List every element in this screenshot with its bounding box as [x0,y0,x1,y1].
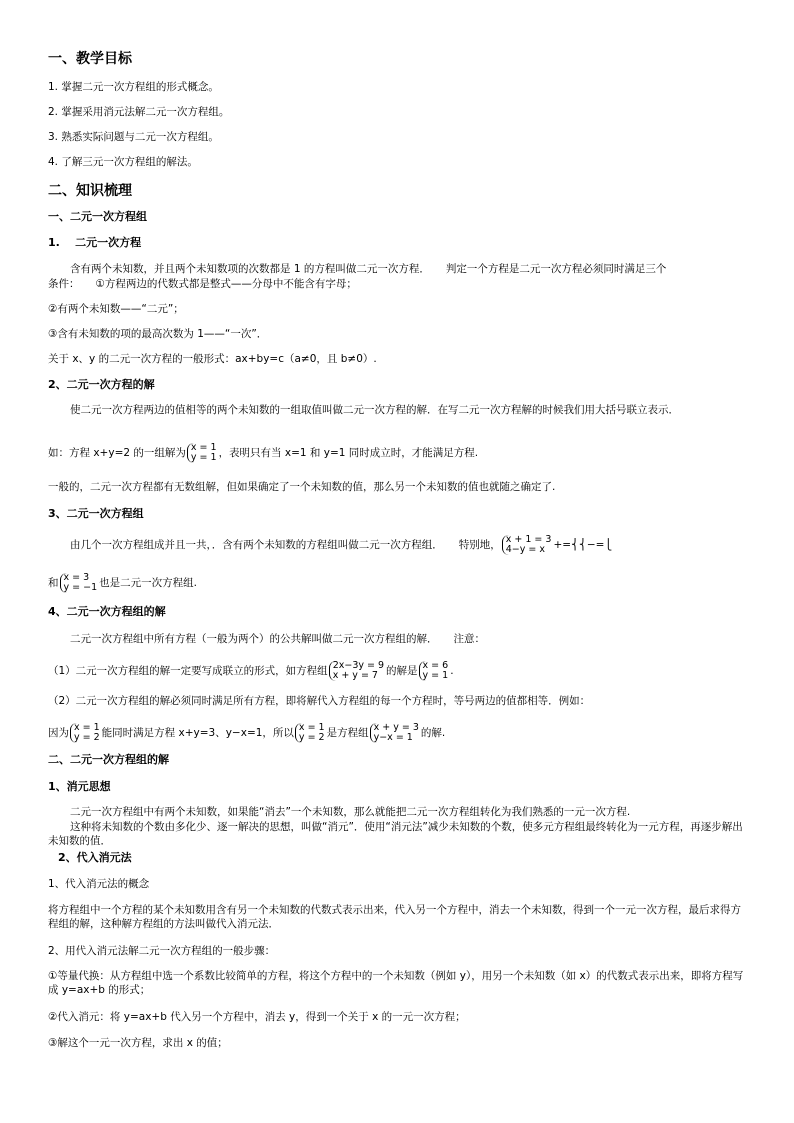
equation-system: x + y = 3 y−x = 1 [370,723,420,743]
note-2: （2）二元一次方程组的解必须同时满足所有方程，即将解代入方程组的每一个方程时，等号两边的值都相等．例如： [48,695,591,707]
condition-3: ③含有未知数的项的最高次数为 1——“一次”． [48,328,268,340]
goal-item-4: 4. 了解三元一次方程组的解法。 [48,156,198,168]
step-3: ③解这个一元一次方程，求出 x 的值； [48,1037,228,1049]
subheading-concept: 1、代入消元法的概念 [48,878,150,890]
section-title-goals: 一、教学目标 [48,51,132,67]
heading-solution: 2、二元一次方程的解 [48,378,155,391]
paragraph-definition-cont: 条件： ①方程两边的代数式都是整式——分母中不能含有字母； [48,278,357,290]
paragraph-system-solution: 二元一次方程组中所有方程（一般为两个）的公共解叫做二元一次方程组的解． 注意： [70,633,485,645]
heading-substitution: 2、代入消元法 [58,851,132,864]
equation-system: x = 6 y = 1 [419,661,450,681]
equation-system: 2x−3y = 9 x + y = 7 [329,661,385,681]
general-form: 关于 x、y 的二元一次方程的一般形式：ax+by=c（a≠0，且 b≠0）. [48,353,377,365]
goal-item-1: 1. 掌握二元一次方程组的形式概念。 [48,81,219,93]
paragraph-system: 由几个一次方程组成并且一共，．含有两个未知数的方程组叫做二元一次方程组． 特别地， x + 1 = 3 4−y = x +=⎨⎨−=⎩ [70,534,613,555]
paragraph-system-cont: 和 x = 3 y = −1 也是二元一次方程组. [48,572,197,593]
equation-system: x + 1 = 3 4−y = x [502,535,553,555]
goal-item-2: 2. 掌握采用消元法解二元一次方程组。 [48,106,230,118]
equation-system: x = 1 y = 1 [187,443,218,463]
subsection-title-2: 二、二元一次方程组的解 [48,753,169,766]
paragraph-idea-1: 二元一次方程组中有两个未知数，如果能“消去”一个未知数，那么就能把二元一次方程组转化为我们熟悉的一元一次方程. [70,806,631,818]
step-2: ②代入消元：将 y=ax+b 代入另一个方程中，消去 y，得到一个关于 x 的一元一次方程； [48,1011,466,1023]
heading-elimination-idea: 1、消元思想 [48,780,111,793]
example-solution: 如：方程 x+y=2 的一组解为 x = 1 y = 1 ，表明只有当 x=1 和 y=1 同时成立时，才能满足方程. [48,442,479,463]
goal-item-3: 3. 熟悉实际问题与二元一次方程组。 [48,131,219,143]
note-1: （1）二元一次方程组的解一定要写成联立的形式，如方程组 2x−3y = 9 x + y = 7 的解是 x = 6 y = 1 . [48,660,454,681]
paragraph-idea-2: 这种将未知数的个数由多化少、逐一解决的思想，叫做“消元”．使用“消元法”减少未知数的个数，使多元方程组最终转化为一元方程，再逐步解出未知数的值． [48,821,743,847]
paragraph-substitution: 将方程组中一个方程的某个未知数用含有另一个未知数的代数式表示出来，代入另一个方程中，消去一个未知数，得到一个一元一次方程，最后求得方程组的解，这种解方程组的方法叫做代入消元法． [48,904,741,930]
heading-system: 3、二元一次方程组 [48,507,144,520]
note-3: 因为 x = 1 y = 2 能同时满足方程 x+y=3、y−x=1，所以 x = 1 y = 2 是方程组 x + y = 3 y−x = 1 的解. [48,722,446,743]
equation-system: x = 1 y = 2 [295,723,326,743]
section-title-knowledge: 二、知识梳理 [48,183,132,199]
subheading-steps: 2、用代入消元法解二元一次方程组的一般步骤： [48,945,276,957]
condition-2: ②有两个未知数——“二元”； [48,303,184,315]
step-1: ①等量代换：从方程组中选一个系数比较简单的方程，将这个方程中的一个未知数（例如 y），用另一个未知数（如 x）的代数式表示出来，即将方程写成 y=ax+b 的形式； [48,970,744,996]
subsection-title-1: 一、二元一次方程组 [48,210,147,223]
paragraph-infinite: 一般的，二元一次方程都有无数组解，但如果确定了一个未知数的值，那么另一个未知数的值也就随之确定了. [48,481,556,493]
paragraph-solution: 使二元一次方程两边的值相等的两个未知数的一组取值叫做二元一次方程的解．在写二元一次方程解的时候我们用大括号联立表示． [70,404,679,416]
heading-system-solution: 4、二元一次方程组的解 [48,605,166,618]
paragraph-definition: 含有两个未知数，并且两个未知数项的次数都是 1 的方程叫做二元一次方程． 判定一个方程是二元一次方程必须同时满足三个 [70,263,667,275]
equation-system: x = 1 y = 2 [70,723,101,743]
heading-equation: 1. 二元一次方程 [48,236,142,249]
equation-system: x = 3 y = −1 [60,573,99,593]
